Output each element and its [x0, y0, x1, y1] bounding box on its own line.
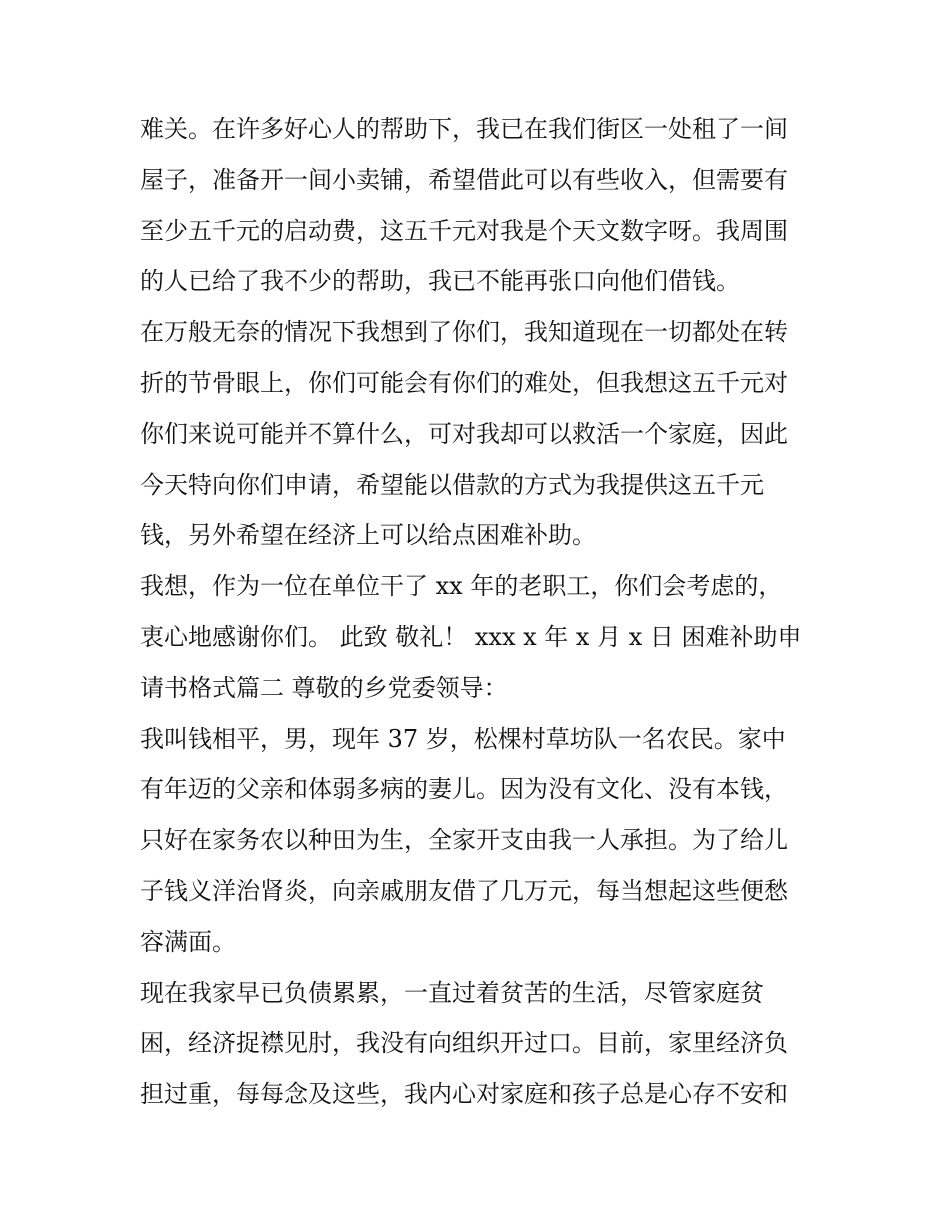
text-line: 担过重，每每念及这些，我内心对家庭和孩子总是心存不安和 — [140, 1080, 788, 1109]
text-line: 请书格式篇二 尊敬的乡党委领导： — [140, 673, 508, 702]
text-line: 钱，另外希望在经济上可以给点困难补助。 — [140, 521, 596, 550]
text-line: 有年迈的父亲和体弱多病的妻儿。因为没有文化、没有本钱， — [140, 775, 788, 804]
text-line: 今天特向你们申请，希望能以借款的方式为我提供这五千元 — [140, 470, 764, 499]
text-line: 你们来说可能并不算什么，可对我却可以救活一个家庭，因此 — [140, 419, 788, 448]
text-line: 难关。在许多好心人的帮助下，我已在我们街区一处租了一间 — [140, 115, 788, 143]
text-line: 现在我家早已负债累累，一直过着贫苦的生活，尽管家庭贫 — [140, 978, 764, 1007]
text-line: 我叫钱相平，男，现年 37 岁，松棵村草坊队一名农民。家中 — [140, 724, 786, 753]
text-line: 我想，作为一位在单位干了 xx 年的老职工，你们会考虑的， — [140, 572, 783, 601]
text-line: 在万般无奈的情况下我想到了你们，我知道现在一切都处在转 — [140, 318, 788, 347]
text-line: 困，经济捉襟见肘，我没有向组织开过口。目前，家里经济负 — [140, 1029, 788, 1058]
text-line: 衷心地感谢你们。 此致 敬礼！ xxx x 年 x 月 x 日 困难补助申 — [140, 622, 802, 651]
text-line: 屋子，准备开一间小卖铺，希望借此可以有些收入，但需要有 — [140, 165, 788, 194]
text-line: 的人已给了我不少的帮助，我已不能再张口向他们借钱。 — [140, 267, 740, 296]
document-body — [140, 104, 820, 1120]
text-line: 折的节骨眼上，你们可能会有你们的难处，但我想这五千元对 — [140, 368, 788, 397]
text-line: 至少五千元的启动费，这五千元对我是个天文数字呀。我周围 — [140, 216, 788, 245]
text-line: 子钱义洋治肾炎，向亲戚朋友借了几万元，每当想起这些便愁 — [140, 876, 788, 905]
text-line: 只好在家务农以种田为生，全家开支由我一人承担。为了给儿 — [140, 826, 788, 855]
text-line: 容满面。 — [140, 927, 236, 956]
